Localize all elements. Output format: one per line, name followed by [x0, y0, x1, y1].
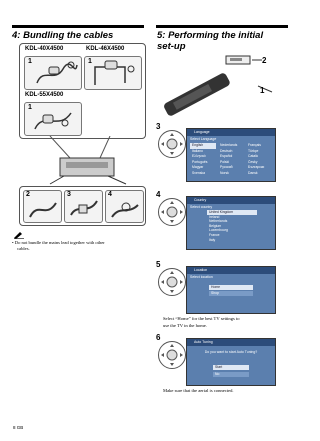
step-6-remote-dpad [158, 341, 186, 369]
note-text-line2: cables. [17, 246, 30, 251]
step-4-remote-dpad [158, 198, 186, 226]
step5-text-line2: use the TV in the home. [163, 323, 207, 328]
bundle-step-4-panel [105, 190, 144, 223]
language-option[interactable]: Ελληνικά [192, 154, 206, 158]
location-screen-title: Location [187, 267, 275, 274]
bundle-step-4-number: 4 [108, 191, 112, 198]
panel-a-step-number: 1 [28, 58, 32, 65]
auto-tuning-option[interactable]: Start [213, 365, 249, 370]
step-4-number: 4 [156, 190, 161, 199]
bundle-step-3-number: 3 [67, 191, 71, 198]
language-option[interactable]: Türkçe [248, 148, 259, 153]
language-option[interactable]: Italiano [192, 148, 203, 153]
bundle-step-2-panel [23, 190, 62, 223]
language-option[interactable]: Español [220, 154, 233, 158]
bundle-step-4-illustration [106, 191, 143, 222]
bundle-step-3-illustration [65, 191, 102, 222]
right-section-heading-line1: 5: Performing the initial [157, 30, 264, 41]
cable-panel-b [84, 56, 142, 90]
note-text-line1: • Do not bundle the mains lead together with other [12, 240, 105, 245]
language-option[interactable]: Magyar [192, 165, 204, 169]
country-option[interactable]: Belgium [209, 223, 222, 228]
panel-b-step-number: 1 [88, 58, 92, 65]
language-option[interactable]: Русский [220, 165, 233, 169]
language-option[interactable]: English [190, 143, 216, 149]
language-option[interactable]: Català [248, 154, 258, 158]
model-label-c: KDL-55X4500 [25, 92, 64, 98]
language-option[interactable]: Svenska [192, 170, 206, 175]
language-option[interactable]: Deutsch [220, 148, 233, 153]
cable-panel-c [24, 102, 82, 136]
country-option[interactable]: Netherlands [209, 219, 228, 224]
language-option[interactable]: Nederlands [220, 143, 238, 147]
country-option[interactable]: Italy [209, 237, 216, 242]
country-option[interactable]: France [209, 232, 220, 237]
auto-tuning-screen-title: Auto Tuning [187, 339, 275, 346]
language-screen-subtitle: Select Language [190, 137, 217, 141]
cable-clip-illustration-a [25, 57, 81, 89]
language-option[interactable]: Português [192, 159, 208, 164]
step-3-number: 3 [156, 122, 161, 131]
language-option[interactable]: Français [248, 143, 262, 147]
right-heading-rule [156, 25, 288, 28]
location-option[interactable]: Home [209, 285, 253, 290]
step-3-dpad-arrows [159, 131, 185, 157]
language-option[interactable]: Norsk [220, 170, 229, 175]
language-option[interactable]: Česky [248, 159, 258, 164]
cable-clip-illustration-b [85, 57, 141, 89]
step-3-remote-dpad [158, 130, 186, 158]
model-label-b: KDL-46X4500 [86, 46, 125, 52]
language-option[interactable]: Polski [220, 159, 230, 164]
auto-tuning-option[interactable]: No [213, 372, 249, 377]
left-section-heading: 4: Bundling the cables [12, 30, 114, 41]
country-screen-subtitle: Select country [190, 205, 213, 209]
location-screen-subtitle: Select location [190, 275, 213, 279]
bundle-step-2-illustration [24, 191, 61, 222]
language-screen [186, 128, 276, 182]
note-icon [13, 230, 25, 239]
page-number: 8 GB [13, 425, 24, 430]
country-option[interactable]: United Kingdom [207, 210, 257, 215]
step-4-dpad-arrows [159, 199, 185, 225]
country-screen [186, 196, 276, 250]
step-5-remote-dpad [158, 268, 186, 296]
country-option[interactable]: Ireland [209, 214, 220, 219]
bundle-step-2-number: 2 [26, 191, 30, 198]
language-option[interactable]: Български [248, 165, 265, 169]
country-option[interactable]: Luxembourg [209, 228, 228, 233]
cable-panel-a [24, 56, 82, 90]
location-option[interactable]: Shop [209, 291, 253, 296]
model-illustration-box [19, 43, 146, 139]
bundle-step-3-panel [64, 190, 103, 223]
step5-text-line1: Select “Home” for the best TV settings to [163, 316, 240, 321]
right-section-heading-line2: set-up [157, 41, 186, 52]
auto-tuning-options [213, 365, 249, 379]
model-label-a: KDL-40X4500 [25, 46, 64, 52]
language-option[interactable]: Dansk [248, 170, 258, 175]
step-5-dpad-arrows [159, 269, 185, 295]
bundle-steps-box [19, 186, 146, 226]
location-screen [186, 266, 276, 314]
step-6-dpad-arrows [159, 342, 185, 368]
step6-text: Make sure that the aerial is connected. [163, 388, 234, 393]
country-list [207, 210, 257, 242]
step-5-number: 5 [156, 260, 161, 269]
left-heading-rule [12, 25, 144, 28]
country-screen-title: Country [187, 197, 275, 204]
cable-clip-illustration-c [25, 103, 81, 135]
language-screen-title: Language [187, 129, 275, 136]
language-list [190, 143, 272, 179]
tv-back-cable-illustration [30, 136, 140, 186]
panel-c-step-number: 1 [28, 104, 32, 111]
remote-power-callout: 1 [260, 86, 265, 95]
auto-tuning-message: Do you want to start Auto Tuning? [204, 350, 258, 354]
location-list [209, 285, 253, 297]
step-6-number: 6 [156, 333, 161, 342]
auto-tuning-screen [186, 338, 276, 386]
tv-power-callout: 2 [262, 56, 267, 65]
